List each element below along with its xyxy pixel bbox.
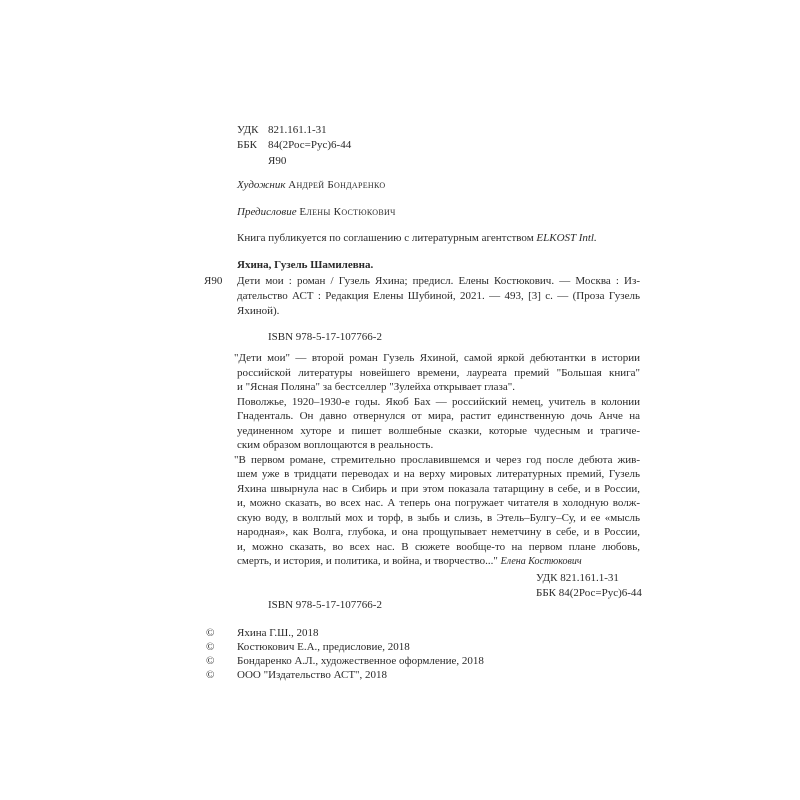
copyright-text: Костюкович Е.А., предисловие, 2018 [237,641,410,653]
preface-name: Елены Костюкович [299,206,396,218]
udk-value: 821.161.1-31 [268,124,327,136]
bottom-bbk: ББК 84(2Рос=Рус)6-44 [536,587,642,599]
annotation-line: и "Ясная Поляна" за бестселлер "Зулейха открывает глаза". [237,381,516,393]
annotation-line: шем уже в тридцати переводах и на верху мировых литературных премий, Гузель [237,468,640,480]
agency-note [237,232,597,244]
record-isbn: ISBN 978-5-17-107766-2 [268,331,382,343]
annotation-line: российской литературы новейшего времени, лауреата премий "Большая книга" [237,367,640,379]
author-mark: Я90 [268,155,287,167]
copyright-text: ООО "Издательство АСТ", 2018 [237,669,388,681]
bottom-isbn: ISBN 978-5-17-107766-2 [268,599,382,611]
bottom-udk: УДК 821.161.1-31 [536,572,619,584]
annotation-line: уединенном хуторе и пишет волшебные сказки, которые чудесным и трагиче- [237,425,640,437]
copyright-text: Бондаренко А.Л., художественное оформление, 2018 [237,655,484,667]
bbk-label: ББК [237,139,257,151]
record-line: Дети мои : роман / Гузель Яхина; предисл. Елены Костюкович. — Москва : Из- [237,275,640,287]
annotation-signature: Елена Костюкович [500,556,582,567]
copyright-symbol: © [206,655,215,667]
copyright-text: Яхина Г.Ш., 2018 [237,627,319,639]
bbk-value: 84(2Рос=Рус)6-44 [268,139,352,151]
record-heading: Яхина, Гузель Шамилевна. [237,259,374,271]
annotation-line: "В первом романе, стремительно прославившемся и через год после дебюта жив- [234,454,640,466]
annotation-line: ским образом воплощаются в реальность. [237,439,434,451]
agency-name: ELKOST Intl. [536,232,597,244]
artist-credit [237,179,386,191]
artist-name: Андрей Бондаренко [288,179,386,191]
annotation-line: Поволжье, 1920–1930-е годы. Якоб Бах — российский немец, учитель в колонии [237,396,640,408]
copyright-symbol: © [206,641,215,653]
annotation-line: скую воду, в волглый мох и торф, в зыбь и слизь, в Этель–Булгу–Су, и ее «мысль [237,512,640,524]
record-mark: Я90 [204,275,223,287]
preface-credit [237,206,396,218]
copyright-symbol: © [206,669,215,681]
annotation-line: Гнаденталь. Он давно отвернулся от мира, растит единственную дочь Анче на [237,410,640,422]
bbk-line [237,139,351,151]
record-line: Яхиной). [237,305,280,317]
agency-text: Книга публикуется по соглашению с литературным агентством [237,232,534,244]
artist-role: Художник [237,179,286,191]
annotation-line: и, можно сказать, во всех нас. В сюжете вообще-то на первом плане любовь, [237,541,640,553]
record-line: дательство АСТ : Редакция Елены Шубиной, 2021. — 493, [3] с. — (Проза Гузель [237,290,640,302]
annotation-line: и, можно сказать, во всех нас. А теперь она погружает читателя в холодную волж- [237,497,640,509]
annotation-last-line [237,555,582,567]
annotation-line: народная», как Волга, глубока, и она прощупывает неметчину в себе, и в России, [237,526,640,538]
preface-role: Предисловие [237,206,297,218]
annotation-line: Яхина швырнула нас в Сибирь и при этом показала татарщину в себе, и в России, [237,483,640,495]
annotation-line: "Дети мои" — второй роман Гузель Яхиной, самой яркой дебютантки в истории [234,352,640,364]
udk-label: УДК [237,124,259,136]
copyright-symbol: © [206,627,215,639]
annotation-line: смерть, и история, и политика, и война, и творчество..." [237,555,498,567]
udk-line [237,124,327,136]
